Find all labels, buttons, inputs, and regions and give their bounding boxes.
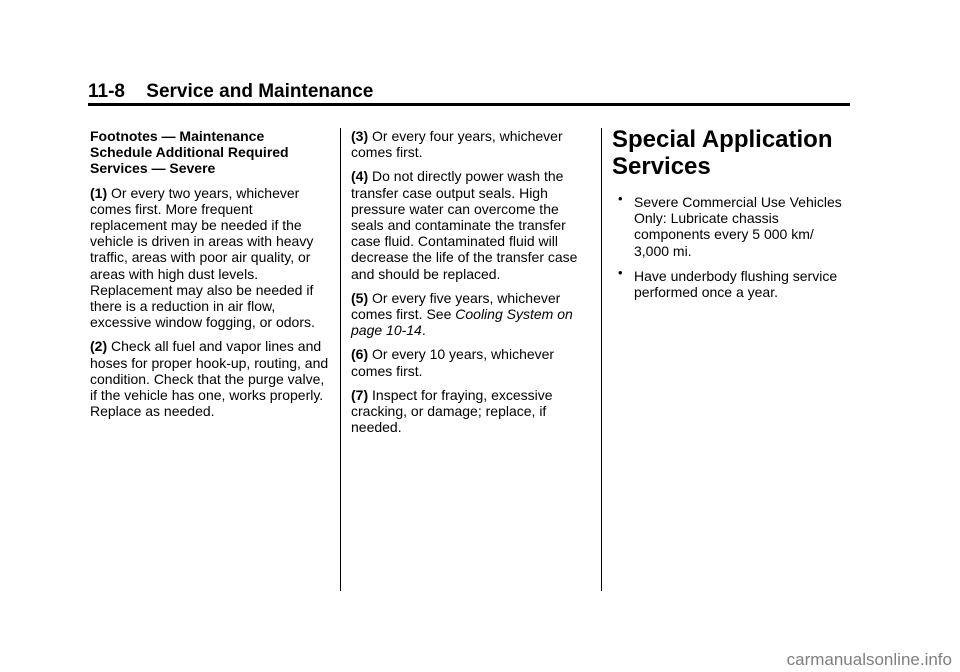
column-divider-2: [601, 128, 602, 591]
column-3: [612, 128, 852, 309]
footnote-text: Or every two years, whichever comes first. More frequent replacement may be needed if the vehicle is driven in areas with heavy traffic, areas with poor air quality, or areas with high dust levels. Replacement may also be needed if there is a reduction in air flow, excessive window fogging, or odors.: [90, 184, 315, 331]
footnote-text: Inspect for fraying, excessive cracking, or damage; replace, if needed.: [351, 386, 553, 436]
footnote-marker: (3): [351, 128, 369, 144]
footnote-1: [90, 185, 330, 331]
list-item-text: Have underbody flushing service performed once a year.: [634, 267, 838, 301]
footnote-marker: (6): [351, 346, 369, 363]
header-rule: [88, 103, 850, 106]
footnote-text: Check all fuel and vapor lines and hoses for proper hook-up, routing, and condition. Check that the purge valve, if the vehicle has one, works properly. Replace as needed.: [90, 338, 329, 420]
page-header: [88, 80, 850, 104]
special-services-title: Special Application Services: [612, 126, 833, 180]
list-item-text: Severe Commercial Use Vehicles Only: Lubricate chassis components every 5 000 km/ 3,000 mi.: [634, 194, 842, 259]
bullet-icon: •: [618, 191, 623, 206]
watermark: carmanualsonline.info: [786, 650, 952, 669]
bullet-icon: •: [618, 264, 623, 280]
footnote-marker: (5): [351, 289, 369, 306]
footnote-text-end: .: [421, 322, 426, 339]
services-list: [612, 191, 852, 301]
column-2: [351, 128, 587, 443]
footnote-2: [90, 338, 330, 419]
footnotes-heading: Footnotes — Maintenance Schedule Additional Required Services — Severe: [90, 128, 289, 177]
footnote-6: [351, 346, 587, 378]
footnote-text: Or every 10 years, whichever comes first.: [351, 346, 555, 379]
column-divider-1: [340, 128, 341, 591]
list-item: [612, 191, 852, 259]
footnote-text: Do not directly power wash the transfer case output seals. High pressure water can overcome the seals and contaminate the transfer case fluid. Contaminated fluid will decrease the life of the transfer case and should be replaced.: [351, 168, 578, 282]
footnote-3: [351, 128, 587, 160]
page-number: 11-8: [88, 81, 125, 102]
column-1: [90, 128, 330, 427]
list-item: [612, 264, 852, 301]
footnote-marker: (1): [90, 184, 108, 201]
footnote-text: Or every five years, whichever comes first. See: [351, 289, 561, 323]
footnote-4: [351, 168, 587, 281]
footnote-7: [351, 387, 587, 436]
footnote-5: [351, 290, 587, 339]
cross-reference-link[interactable]: Cooling System on page 10-14: [351, 306, 573, 339]
section-title: Service and Maintenance: [146, 81, 374, 102]
footnote-marker: (2): [90, 338, 108, 355]
footnote-marker: (4): [351, 168, 369, 185]
footnote-text: Or every four years, whichever comes first.: [351, 128, 563, 161]
footnote-marker: (7): [351, 386, 369, 403]
